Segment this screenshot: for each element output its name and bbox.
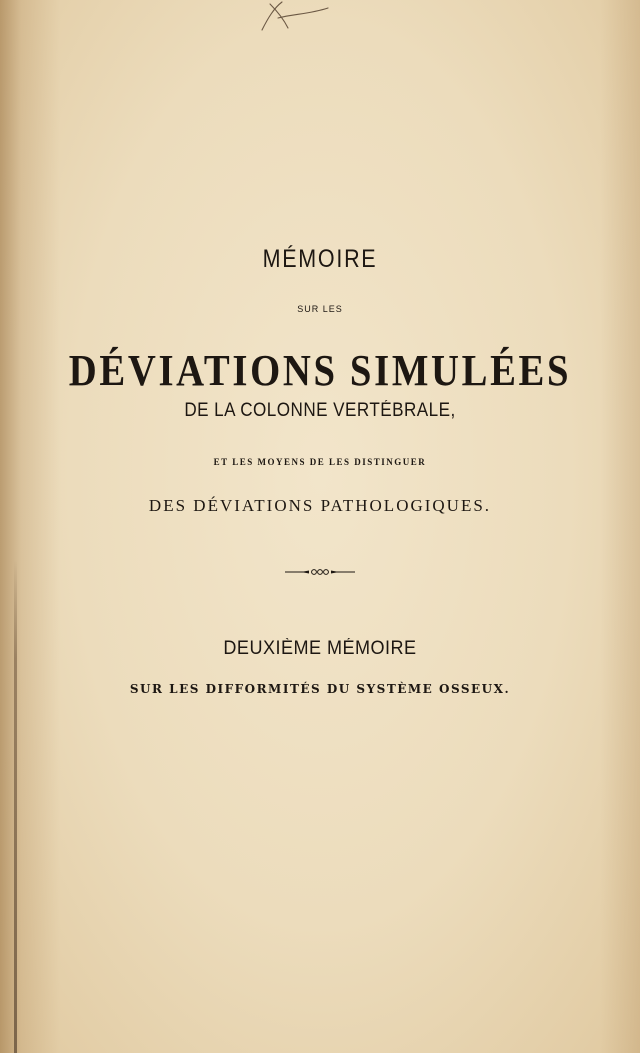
second-memoire-heading: DEUXIÈME MÉMOIRE bbox=[223, 638, 417, 659]
memoire-heading: MÉMOIRE bbox=[262, 245, 378, 273]
subtitle-colonne: DE LA COLONNE VERTÉBRALE, bbox=[184, 400, 456, 421]
second-memoire-subheading: SUR LES DIFFORMITÉS DU SYSTÈME OSSEUX. bbox=[129, 682, 511, 696]
binding-shadow bbox=[0, 0, 60, 1053]
ornamental-rule-icon bbox=[285, 566, 355, 578]
subtitle-moyens: ET LES MOYENS DE LES DISTINGUER bbox=[213, 457, 427, 467]
handwritten-mark-icon bbox=[248, 0, 338, 34]
page-edge-shadow bbox=[600, 0, 640, 1053]
subtitle-pathologiques: DES DÉVIATIONS PATHOLOGIQUES. bbox=[148, 496, 492, 515]
main-title: DÉVIATIONS SIMULÉES bbox=[68, 346, 572, 395]
sur-les-line: SUR LES bbox=[297, 304, 343, 314]
binding-edge bbox=[14, 560, 17, 1053]
